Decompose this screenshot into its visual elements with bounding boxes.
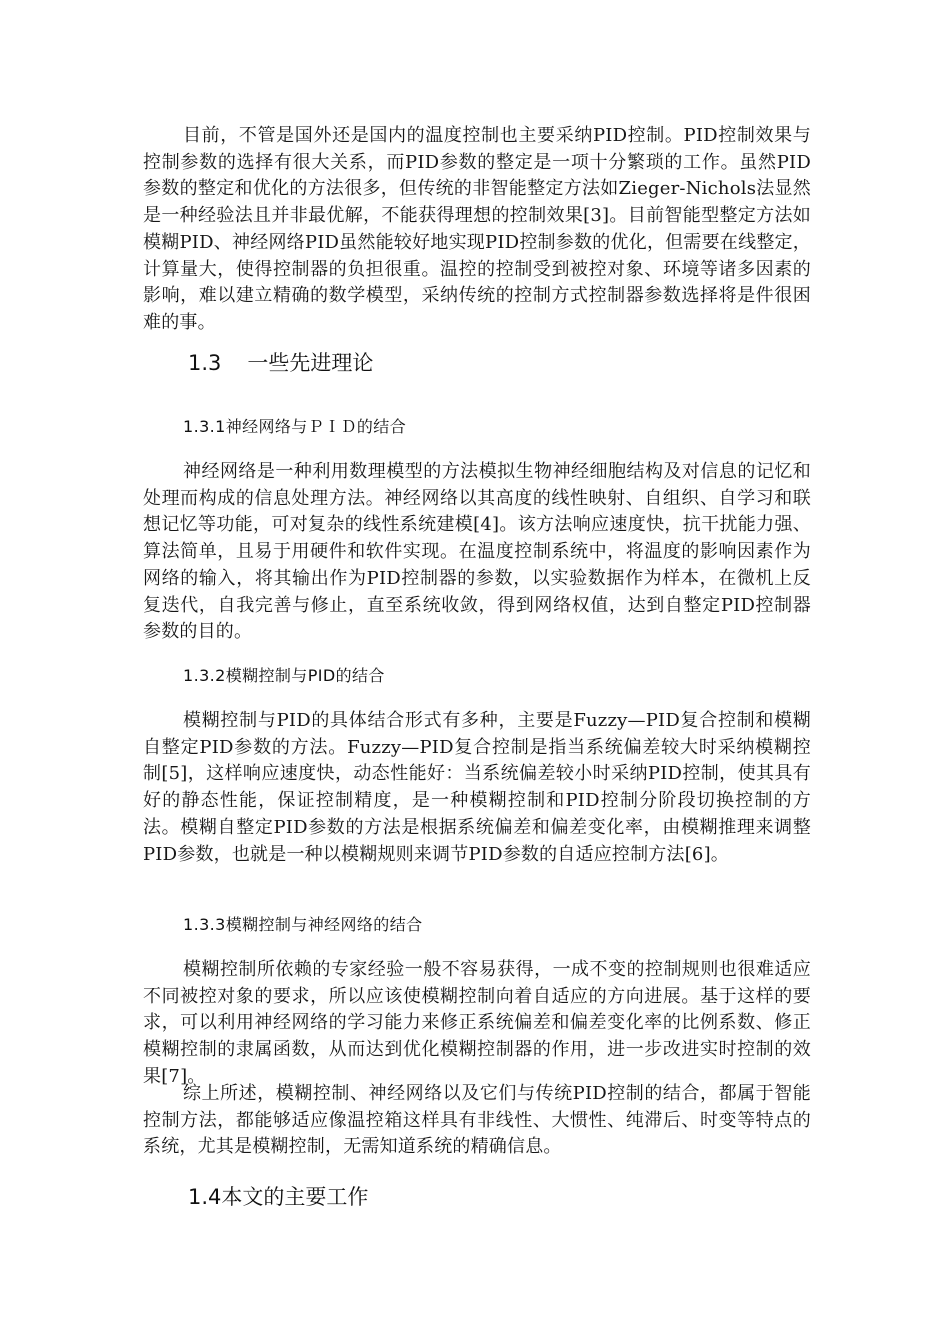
paragraph-neural-network: 神经网络是一种利用数理模型的方法模拟生物神经细胞结构及对信息的记忆和处理而构成的信息处理方法。神经网络以其高度的线性映射、自组织、自学习和联想记忆等功能，可对复杂的线性系统建模[4]。该方法响应速度快，抗干扰能力强、算法简单，且易于用硬件和软件实现。在温度控制系统中，将温度的影响因素作为网络的输入，将其输出作为PID控制器的参数，以实验数据作为样本，在微机上反复迭代，自我完善与修止，直至系统收敛，得到网络权值，达到自整定PID控制器参数的目的。 [143, 461, 811, 643]
section-heading-1-3 [188, 347, 373, 377]
paragraph-fuzzy-neural: 模糊控制所依赖的专家经验一般不容易获得，一成不变的控制规则也很难适应不同被控对象的要求，所以应该使模糊控制向着自适应的方向进展。基于这样的要求，可以利用神经网络的学习能力来修正系统偏差和偏差变化率的比例系数、修正模糊控制的隶属函数，从而达到优化模糊控制器的作用，进一步改进实时控制的效果[7]。 [143, 959, 811, 1087]
paragraph-pid-tuning: 目前，不管是国外还是国内的温度控制也主要采纳PID控制。PID控制效果与控制参数的选择有很大关系，而PID参数的整定是一项十分繁琐的工作。虽然PID参数的整定和优化的方法很多，但传统的非智能整定方法如Zieger-Nichols法显然是一种经验法且并非最优解，不能获得理想的控制效果[3]。目前智能型整定方法如模糊PID、神经网络PID虽然能较好地实现PID控制参数的优化，但需要在线整定，计算量大，使得控制器的负担很重。温控的控制受到被控对象、环境等诸多因素的影响，难以建立精确的数学模型，采纳传统的控制方式控制器参数选择将是件很困难的事。 [143, 125, 811, 333]
section-number: 1.3 [188, 351, 222, 375]
subsection-heading-1-3-3: 1.3.3模糊控制与神经网络的结合 [183, 915, 423, 934]
paragraph-summary: 综上所述，模糊控制、神经网络以及它们与传统PID控制的结合，都属于智能控制方法，都能够适应像温控箱这样具有非线性、大惯性、纯滞后、时变等特点的系统，尤其是模糊控制，无需知道系统的精确信息。 [143, 1083, 811, 1158]
subsection-heading-1-3-2: 1.3.2模糊控制与PID的结合 [183, 666, 385, 685]
subsection-heading-1-3-1: 1.3.1神经网络与ＰＩＤ的结合 [183, 417, 407, 436]
paragraph-fuzzy-pid: 模糊控制与PID的具体结合形式有多种，主要是Fuzzy—PID复合控制和模糊自整定PID参数的方法。Fuzzy—PID复合控制是指当系统偏差较大时采纳模糊控制[5]，这样响应速度快，动态性能好：当系统偏差较小时采纳PID控制，使其具有好的静态性能，保证控制精度，是一种模糊控制和PID控制分阶段切换控制的方法。模糊自整定PID参数的方法是根据系统偏差和偏差变化率，由模糊推理来调整PID参数，也就是一种以模糊规则来调节PID参数的自适应控制方法[6]。 [143, 710, 811, 865]
section-title: 一些先进理论 [247, 351, 374, 375]
section-heading-1-4: 1.4本文的主要工作 [188, 1185, 369, 1209]
